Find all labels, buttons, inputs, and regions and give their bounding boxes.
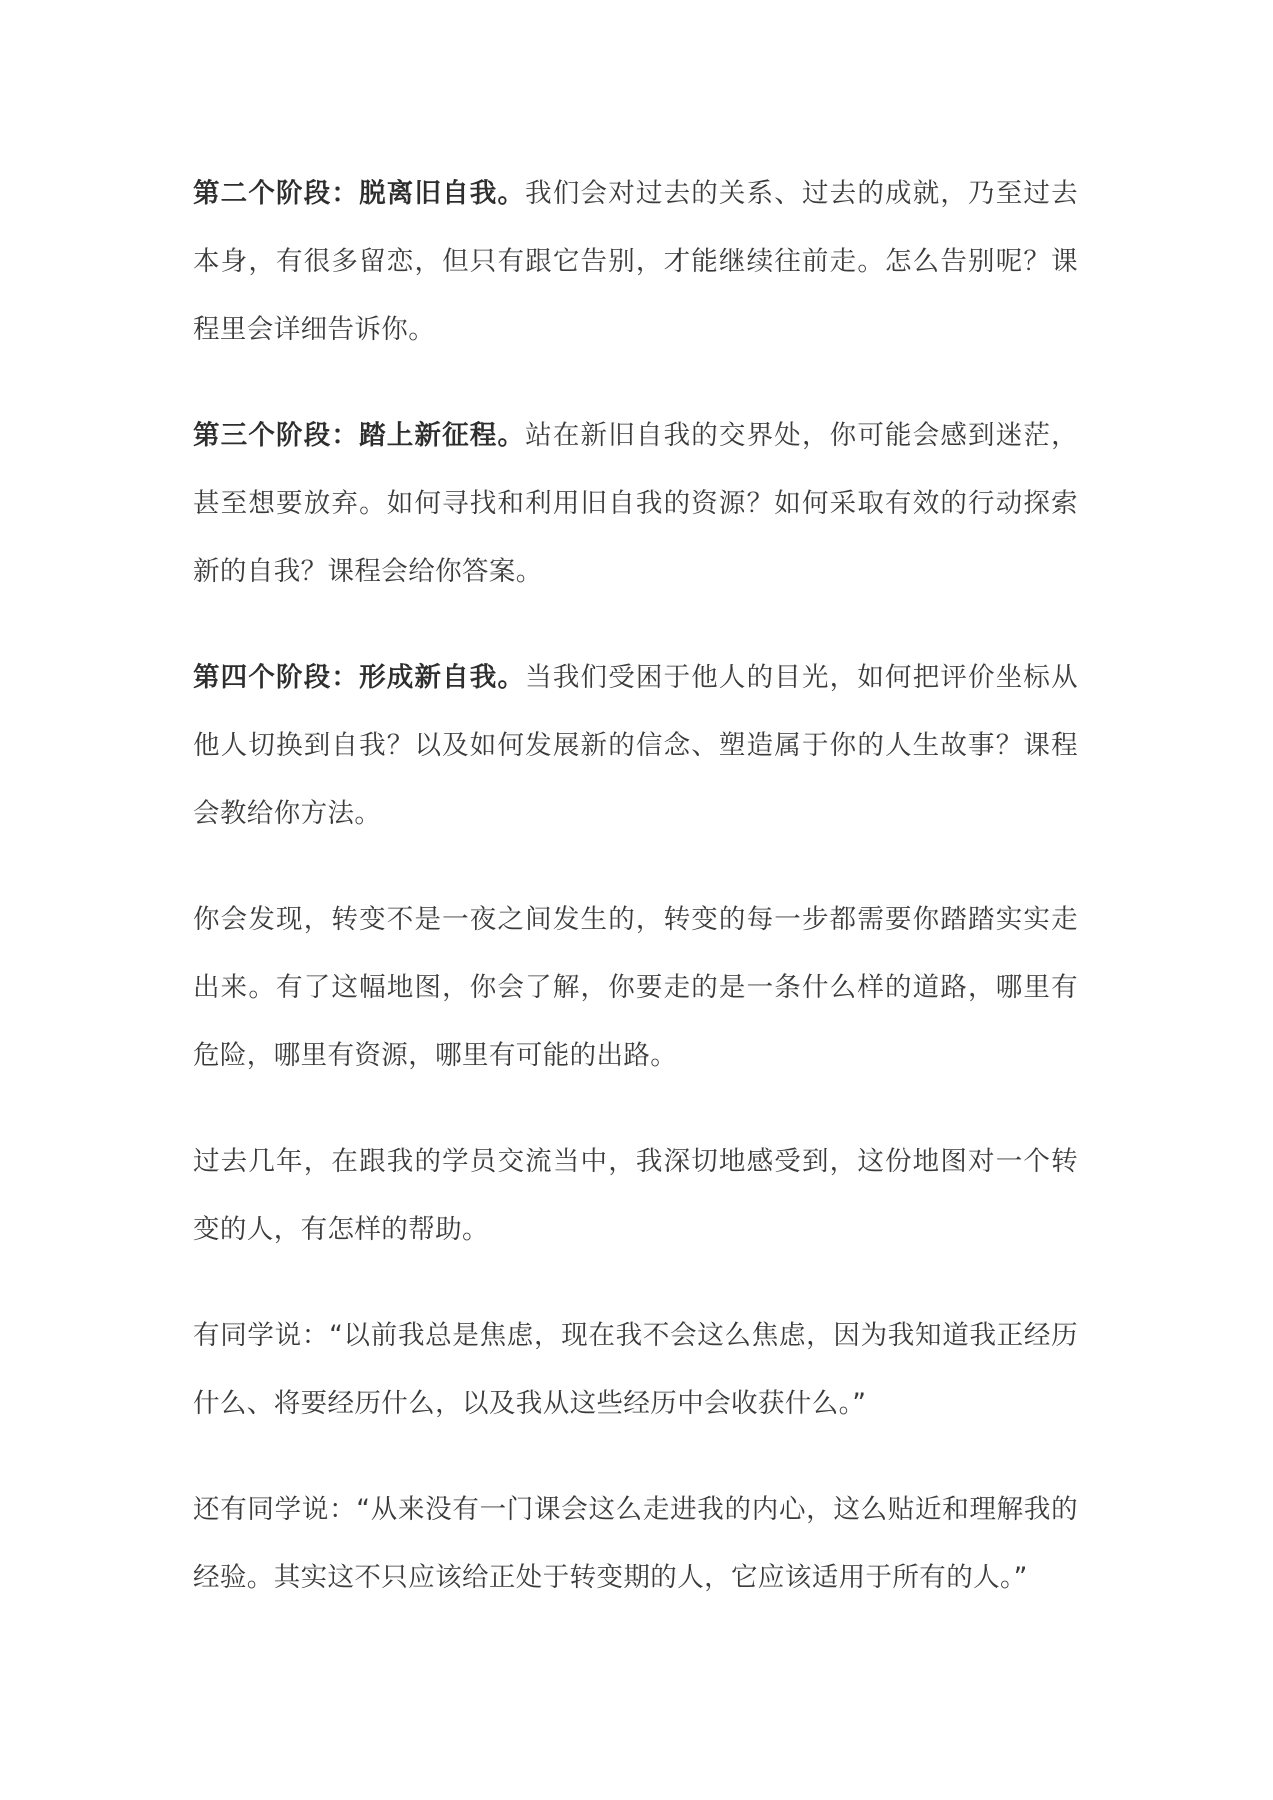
paragraph-text: 我们会对过去的关系、过去的成就，乃至过去本身，有很多留恋，但只有跟它告别，才能继续往前走。怎么告别呢？课程里会详细告诉你。: [193, 178, 1078, 345]
paragraph-heading: 第二个阶段：脱离旧自我。: [193, 178, 526, 209]
paragraph-text: 还有同学说：“从来没有一门课会这么走进我的内心，这么贴近和理解我的经验。其实这不只应该给正处于转变期的人，它应该适用于所有的人。”: [193, 1494, 1078, 1593]
paragraph-stage-three: [193, 402, 1078, 606]
paragraph-heading: 第三个阶段：踏上新征程。: [193, 420, 526, 451]
paragraph-stage-four: [193, 644, 1078, 848]
document-body: [193, 160, 1078, 1650]
paragraph-heading: 第四个阶段：形成新自我。: [193, 662, 526, 693]
paragraph-student-quote-two: [193, 1476, 1078, 1612]
paragraph-text: 站在新旧自我的交界处，你可能会感到迷茫，甚至想要放弃。如何寻找和利用旧自我的资源？如何采取有效的行动探索新的自我？课程会给你答案。: [193, 420, 1078, 587]
paragraph-text: 过去几年，在跟我的学员交流当中，我深切地感受到，这份地图对一个转变的人，有怎样的帮助。: [193, 1146, 1078, 1245]
paragraph-text: 有同学说：“以前我总是焦虑，现在我不会这么焦虑，因为我知道我正经历什么、将要经历什么，以及我从这些经历中会收获什么。”: [193, 1320, 1078, 1419]
paragraph-text: 你会发现，转变不是一夜之间发生的，转变的每一步都需要你踏踏实实走出来。有了这幅地图，你会了解，你要走的是一条什么样的道路，哪里有危险，哪里有资源，哪里有可能的出路。: [193, 904, 1078, 1071]
paragraph-student-quote-one: [193, 1302, 1078, 1438]
paragraph-student-feedback-intro: [193, 1128, 1078, 1264]
paragraph-text: 当我们受困于他人的目光，如何把评价坐标从他人切换到自我？以及如何发展新的信念、塑造属于你的人生故事？课程会教给你方法。: [193, 662, 1078, 829]
paragraph-map-discovery: [193, 886, 1078, 1090]
paragraph-stage-two: [193, 160, 1078, 364]
